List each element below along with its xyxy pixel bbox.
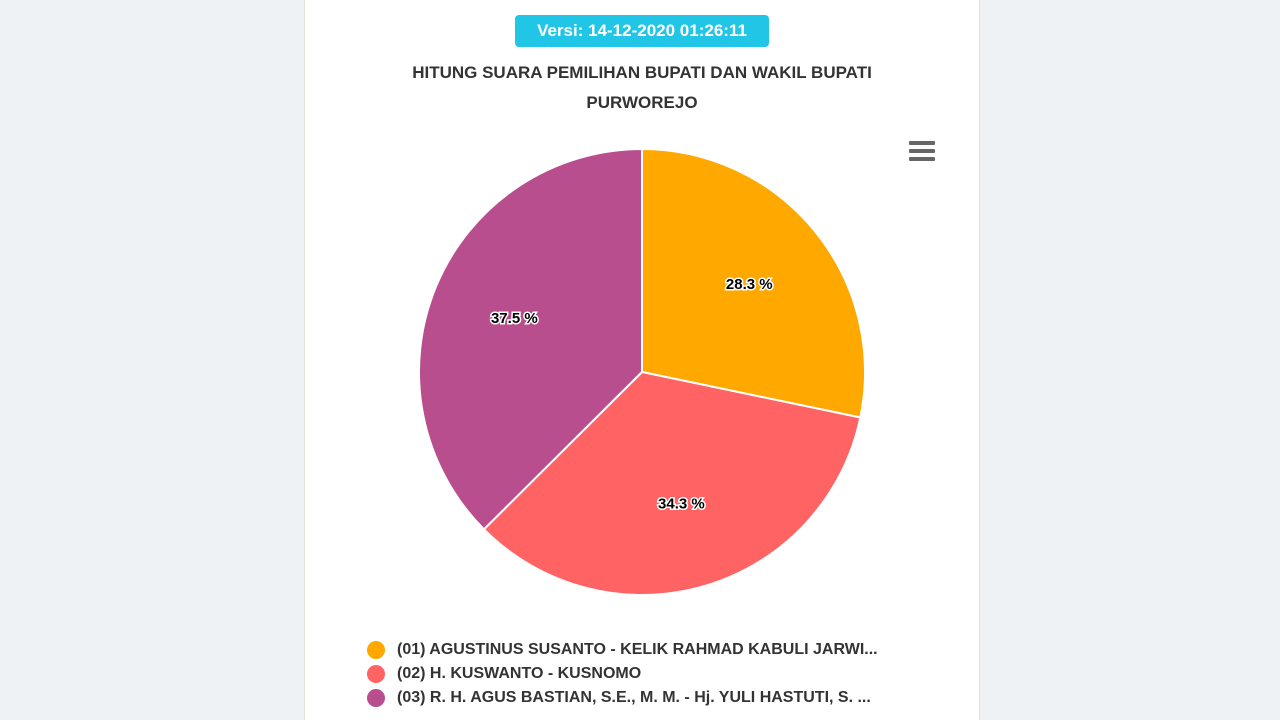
- pie-data-label-2: 34.3 %: [658, 495, 705, 513]
- pie-chart: [305, 0, 979, 630]
- legend-item-03[interactable]: [367, 686, 878, 710]
- chart-title-line-2: PURWOREJO: [586, 93, 698, 112]
- legend-label-02: (02) H. KUSWANTO - KUSNOMO: [397, 665, 642, 682]
- chart-card: [304, 0, 980, 720]
- legend-marker-03: [367, 689, 385, 707]
- legend-label-03: (03) R. H. AGUS BASTIAN, S.E., M. M. - Hj. YULI HASTUTI, S. ...: [397, 689, 871, 706]
- legend-marker-02: [367, 665, 385, 683]
- pie-data-label-3: 37.5 %: [490, 309, 538, 327]
- chart-title-line-1: HITUNG SUARA PEMILIHAN BUPATI DAN WAKIL BUPATI: [412, 63, 872, 82]
- legend-label-01: (01) AGUSTINUS SUSANTO - KELIK RAHMAD KABULI JARWI...: [397, 641, 878, 658]
- chart-legend: [367, 638, 878, 710]
- legend-marker-01: [367, 641, 385, 659]
- version-badge: Versi: 14-12-2020 01:26:11: [515, 15, 769, 47]
- pie-data-label-1: 28.3 %: [725, 275, 773, 293]
- legend-item-02[interactable]: [367, 662, 878, 686]
- legend-item-01[interactable]: [367, 638, 878, 662]
